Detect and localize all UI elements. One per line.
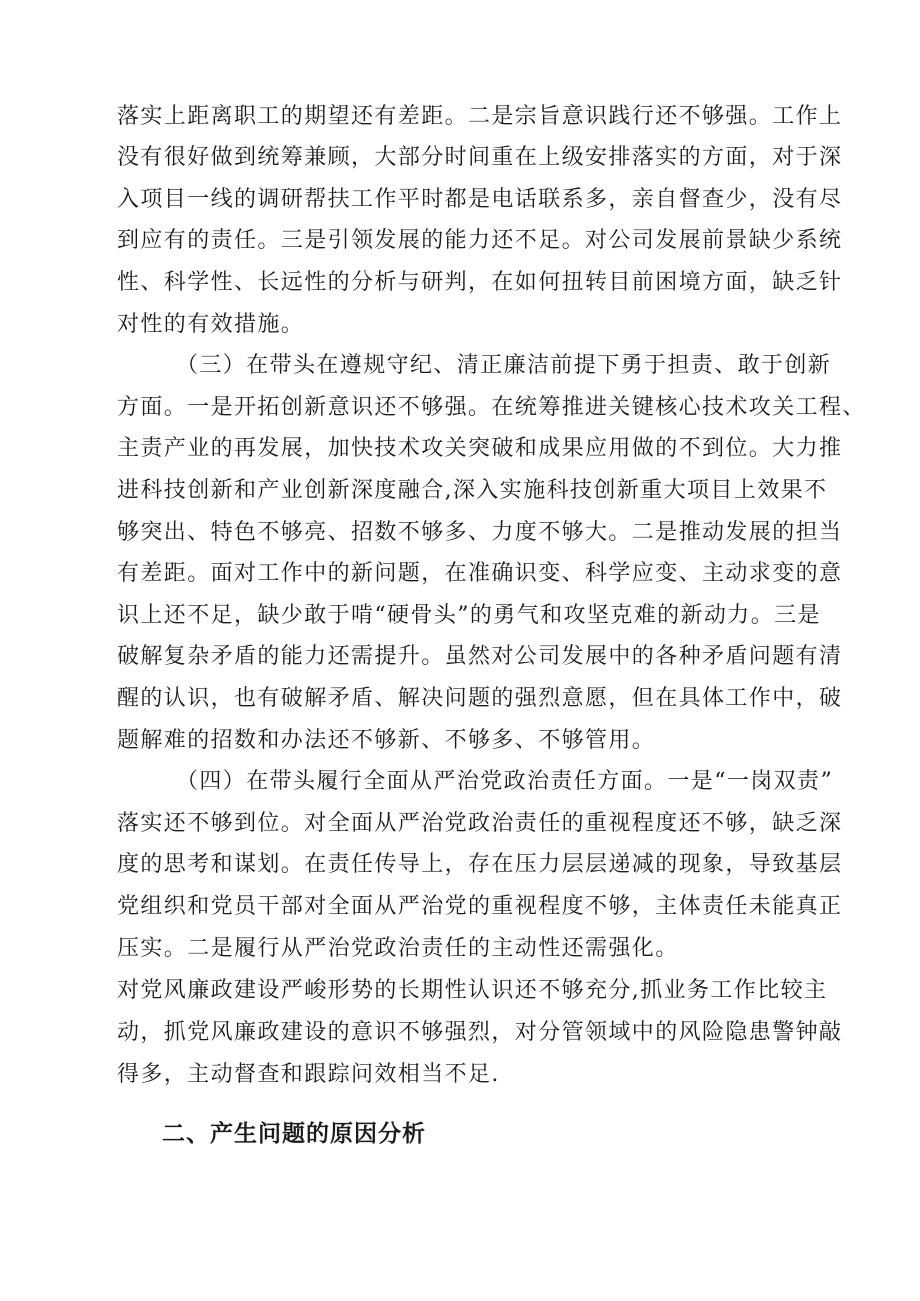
body-line-6: 对性的有效措施。 bbox=[117, 312, 305, 337]
body-line-11: 够突出、特色不够亮、招数不够多、力度不够大。二是推动发展的担当 bbox=[117, 520, 843, 545]
body-line-18: 落实还不够到位。对全面从严治党政治责任的重视程度还不够，缺乏深 bbox=[117, 811, 843, 836]
body-line-19: 度的思考和谋划。在责任传导上，存在压力层层递减的现象，导致基层 bbox=[117, 852, 843, 877]
body-line-5: 性、科学性、长远性的分析与研判，在如何扭转目前困境方面，缺乏针 bbox=[117, 270, 843, 295]
body-line-2: 没有很好做到统筹兼顾，大部分时间重在上级安排落实的方面，对于深 bbox=[117, 145, 843, 170]
body-line-8: 方面。一是开拓创新意识还不够强。在统筹推进关键核心技术攻关工程、 bbox=[117, 395, 866, 420]
body-line-21: 压实。二是履行从严治党政治责任的主动性还需强化。 bbox=[117, 936, 679, 961]
body-line-3: 入项目一线的调研帮扶工作平时都是电话联系多，亲自督查少，没有尽 bbox=[117, 187, 843, 212]
body-line-24: 得多，主动督查和跟踪问效相当不足. bbox=[117, 1062, 500, 1087]
section-heading: 二、产生问题的原因分析 bbox=[162, 1121, 426, 1147]
body-line-13: 识上还不足，缺少敢于啃“硬骨头”的勇气和攻坚克难的新动力。三是 bbox=[117, 603, 821, 628]
body-line-1: 落实上距离职工的期望还有差距。二是宗旨意识践行还不够强。工作上 bbox=[117, 104, 843, 129]
body-line-9: 主责产业的再发展，加快技术攻关突破和成果应用做的不到位。大力推 bbox=[117, 436, 843, 461]
body-line-14: 破解复杂矛盾的能力还需提升。虽然对公司发展中的各种矛盾问题有清 bbox=[117, 644, 843, 669]
subsection-three-first-line: （三）在带头在遵规守纪、清正廉洁前提下勇于担责、敢于创新 bbox=[176, 353, 832, 378]
subsection-four-first-line: （四）在带头履行全面从严治党政治责任方面。一是“一岗双责” bbox=[176, 769, 834, 794]
body-line-16: 题解难的招数和办法还不够新、不够多、不够管用。 bbox=[117, 728, 656, 753]
body-line-20: 党组织和党员干部对全面从严治党的重视程度不够，主体责任未能真正 bbox=[117, 894, 843, 919]
body-line-23: 动，抓党风廉政建设的意识不够强烈，对分管领域中的风险隐患警钟敲 bbox=[117, 1020, 843, 1045]
body-line-4: 到应有的责任。三是引领发展的能力还不足。对公司发展前景缺少系统 bbox=[117, 228, 843, 253]
body-line-15: 醒的认识，也有破解矛盾、解决问题的强烈意愿，但在具体工作中，破 bbox=[117, 686, 843, 711]
body-line-12: 有差距。面对工作中的新问题，在准确识变、科学应变、主动求变的意 bbox=[117, 561, 843, 586]
body-line-10: 进科技创新和产业创新深度融合,深入实施科技创新重大项目上效果不 bbox=[117, 478, 828, 503]
body-line-22: 对党风廉政建设严峻形势的长期性认识还不够充分,抓业务工作比较主 bbox=[117, 978, 828, 1003]
